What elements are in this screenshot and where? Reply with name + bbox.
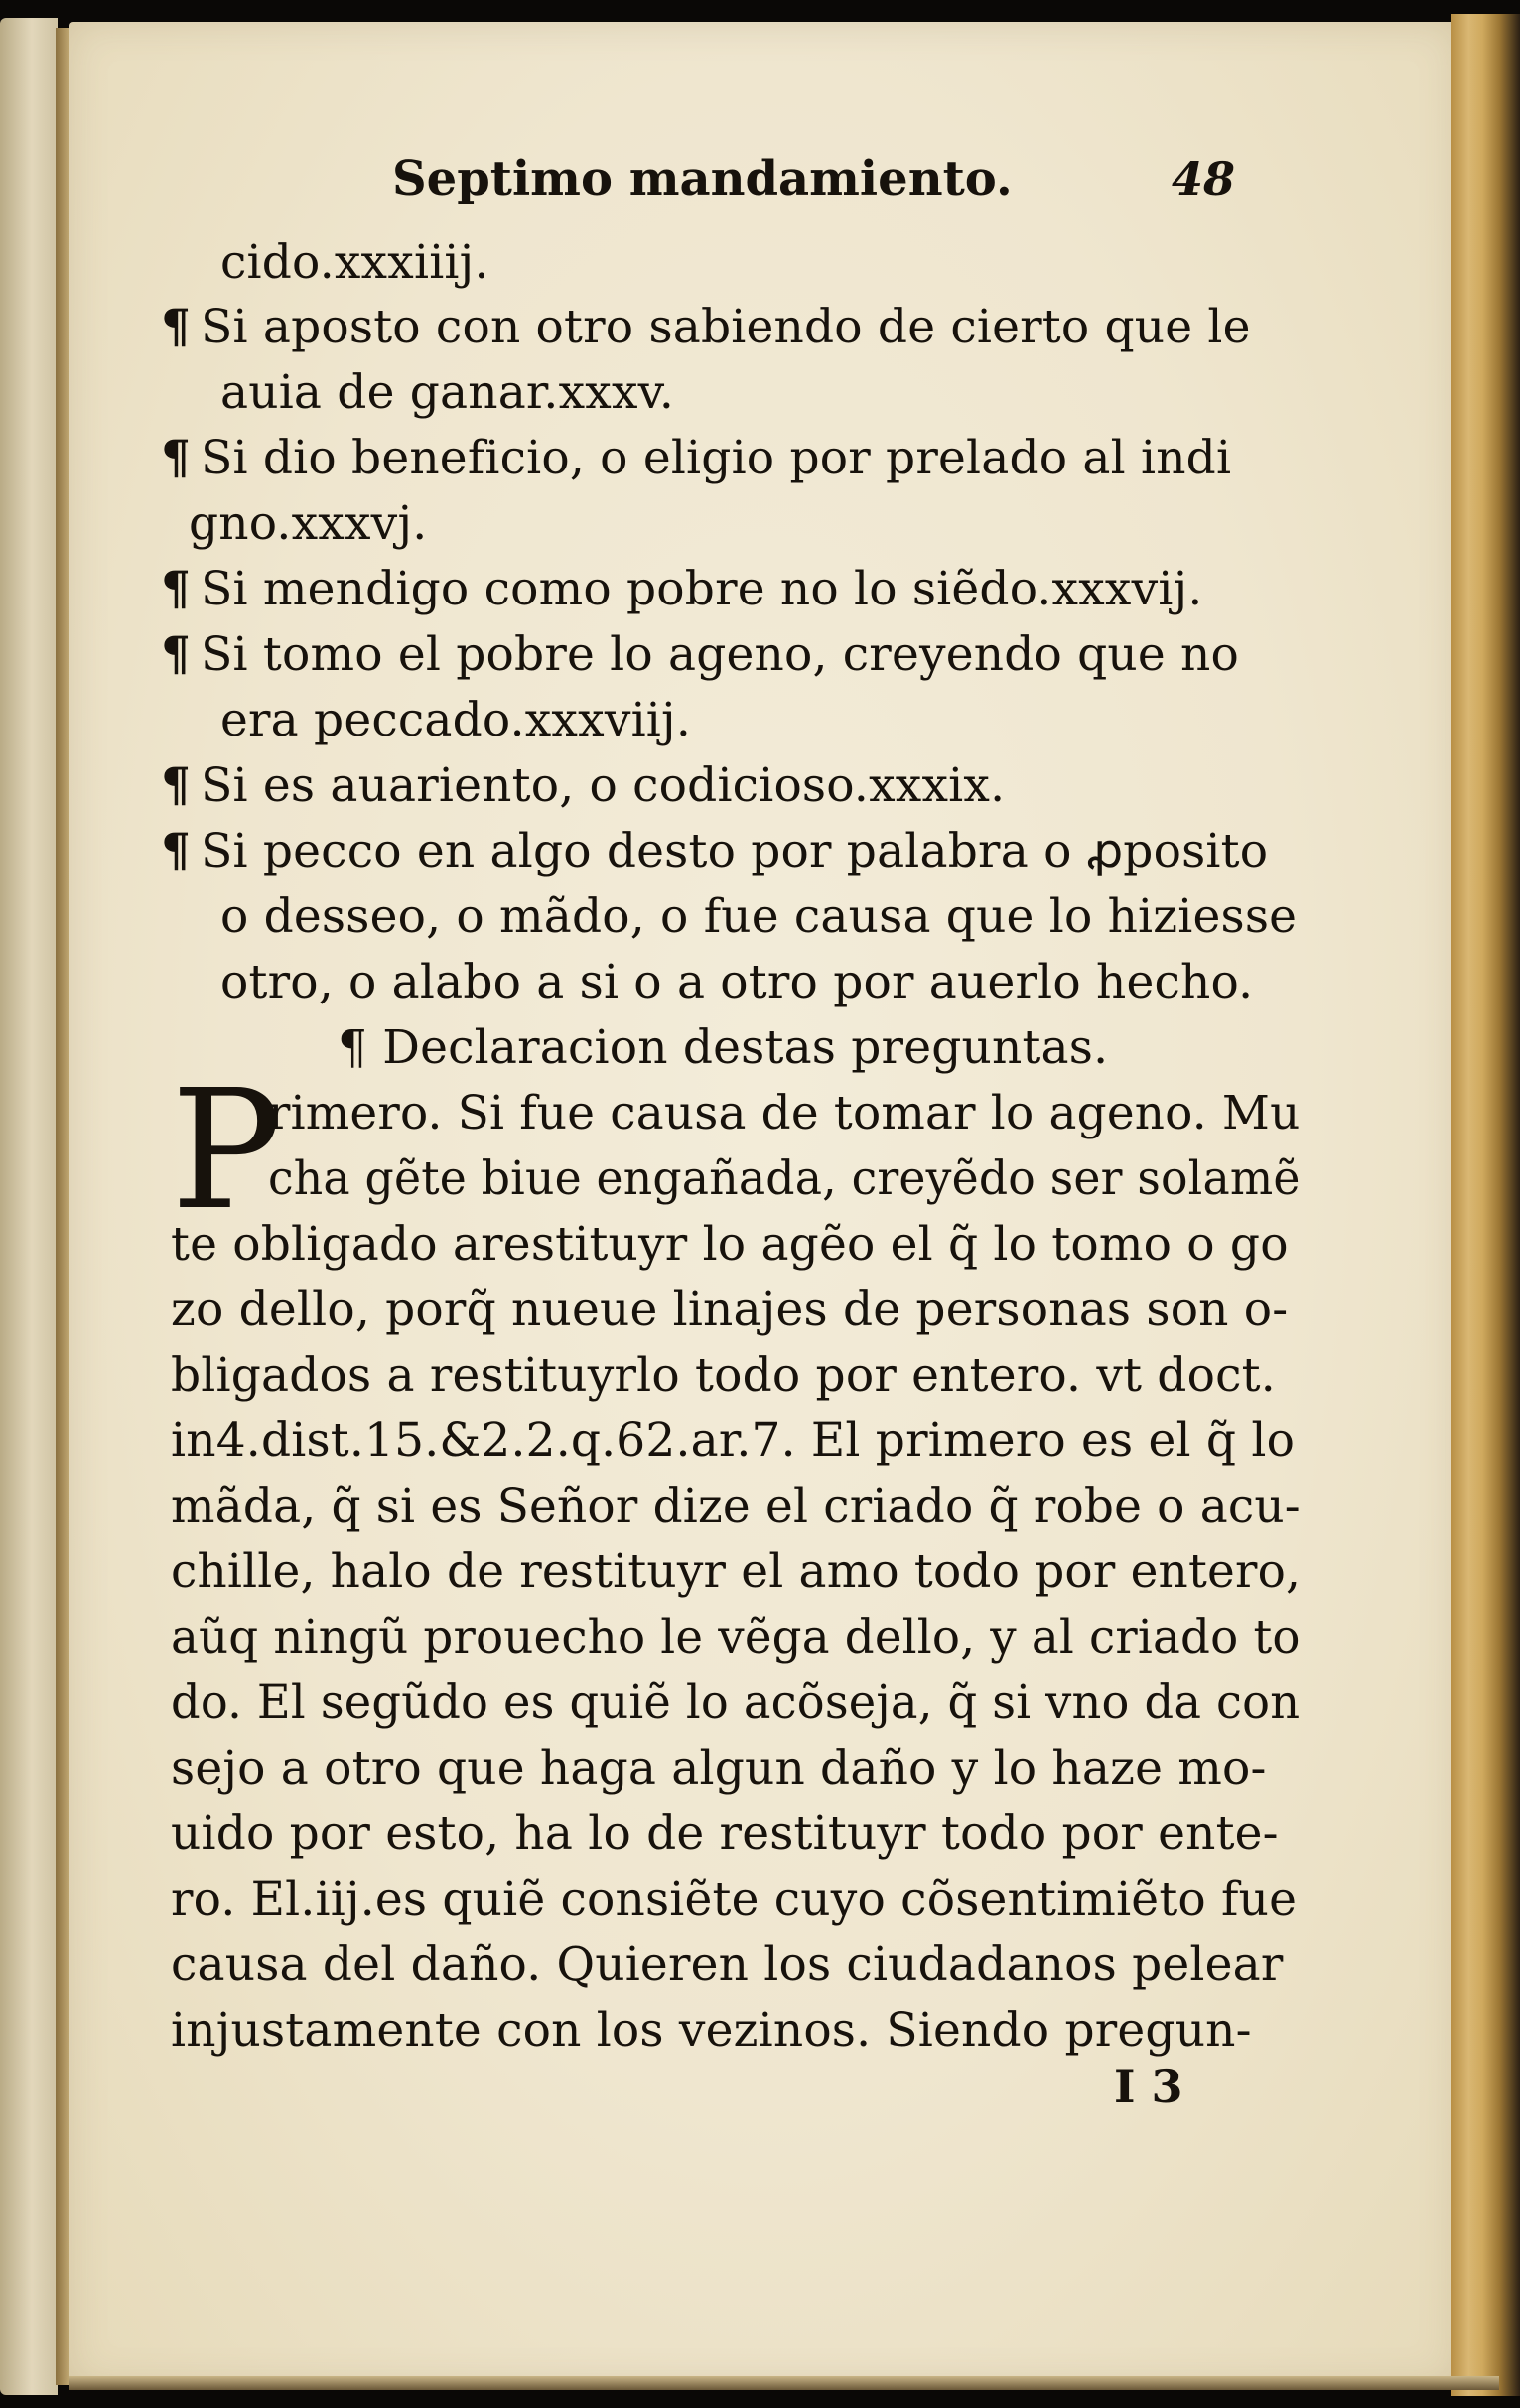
pilcrow-mark: ¶	[161, 431, 192, 485]
pilcrow-mark: ¶	[161, 300, 192, 354]
body-line: mãda, q̃ si es Señor dize el criado q̃ robe o acu-	[171, 1479, 1301, 1534]
folio-number: 48	[1172, 152, 1236, 205]
body-line: do. El segũdo es quiẽ lo acõseja, q̃ si vno da con	[171, 1675, 1301, 1730]
running-title: Septimo mandamiento.	[392, 151, 1013, 206]
body-line: injustamente con los vezinos. Siendo pregun-	[171, 2003, 1252, 2058]
body-line: ro. El.iij.es quiẽ consiẽte cuyo cõsentimiẽto fue	[171, 1872, 1298, 1927]
body-line: te obligado arestituyr lo agẽo el q̃ lo tomo o go	[171, 1217, 1289, 1271]
question-line: auia de ganar.xxxv.	[220, 365, 675, 420]
body-line: sejo a otro que haga algun daño y lo haze mo-	[171, 1741, 1267, 1796]
body-line: uido por esto, ha lo de restituyr todo por ente-	[171, 1806, 1279, 1861]
question-line: ¶ Si dio beneficio, o eligio por prelado al indi	[161, 431, 1232, 485]
question-line: ¶ Si es auariento, o codicioso.xxxix.	[161, 758, 1006, 813]
question-line: ¶ Si tomo el pobre lo ageno, creyendo que no	[161, 627, 1240, 682]
body-line: in4.dist.15.&2.2.q.62.ar.7. El primero es el q̃ lo	[171, 1413, 1296, 1468]
question-line: era peccado.xxxviij.	[220, 693, 691, 747]
body-line: chille, halo de restituyr el amo todo por entero,	[171, 1544, 1302, 1599]
body-line: bligados a restituyrlo todo por entero. vt doct.	[171, 1348, 1276, 1403]
question-line: ¶ Si mendigo como pobre no lo siẽdo.xxxvij.	[161, 562, 1203, 616]
body-line: cha gẽte biue engañada, creyẽdo ser solamẽ	[268, 1151, 1301, 1206]
body-line: rimero. Si fue causa de tomar lo ageno. Mu	[268, 1086, 1301, 1140]
pilcrow-mark: ¶	[161, 562, 192, 616]
section-heading: ¶ Declaracion destas preguntas.	[338, 1020, 1109, 1075]
pilcrow-mark: ¶	[161, 824, 192, 878]
body-line: zo dello, porq̃ nueue linajes de personas son o-	[171, 1282, 1289, 1337]
question-line: o desseo, o mãdo, o fue causa que lo hiziesse	[220, 889, 1298, 944]
pilcrow-mark: ¶	[161, 627, 192, 682]
body-line: causa del daño. Quieren los ciudadanos pelear	[171, 1938, 1284, 1992]
pilcrow-mark: ¶	[161, 758, 192, 813]
question-line: otro, o alabo a si o a otro por auerlo hecho.	[220, 955, 1254, 1009]
question-line: gno.xxxvj.	[189, 496, 428, 551]
drop-cap: P	[171, 1055, 282, 1247]
question-line: ¶ Si pecco en algo desto por palabra o ꝓposito	[161, 824, 1269, 878]
signature-mark: I 3	[1114, 2060, 1183, 2113]
body-line: aũq ningũ prouecho le vẽga dello, y al criado to	[171, 1610, 1301, 1665]
question-line: cido.xxxiiij.	[220, 235, 489, 290]
question-line: ¶ Si aposto con otro sabiendo de cierto que le	[161, 300, 1251, 354]
